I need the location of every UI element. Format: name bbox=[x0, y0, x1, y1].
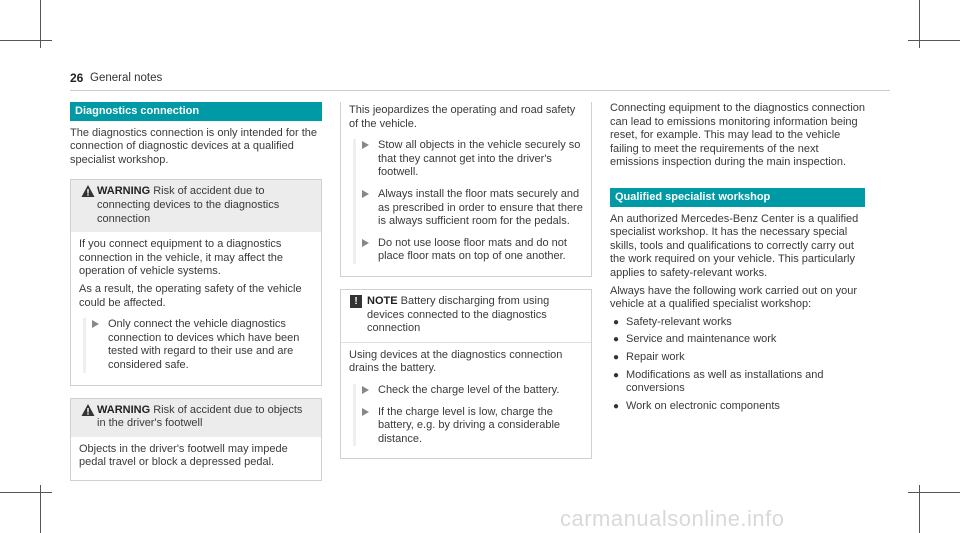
continuation-text: This jeopardizes the operating and road safety of the vehicle. bbox=[349, 104, 576, 130]
arrow-icon bbox=[92, 320, 99, 328]
step-list bbox=[353, 384, 583, 446]
crop-mark bbox=[0, 40, 52, 41]
note-text: Using devices at the diagnostics connection drains the battery. bbox=[349, 348, 563, 375]
list-item: ● Safety-relevant works bbox=[613, 315, 732, 328]
arrow-icon bbox=[362, 141, 369, 149]
exclamation-icon: ! bbox=[350, 295, 362, 308]
warning-box-footwell bbox=[70, 398, 322, 481]
column-1 bbox=[70, 102, 322, 481]
workshop-text: Always have the following work carried out on your vehicle at a qualified specialist workshop: bbox=[610, 284, 858, 311]
arrow-icon bbox=[362, 386, 369, 394]
warning-label: WARNING bbox=[97, 403, 151, 416]
watermark: carmanualsonline.info bbox=[560, 506, 785, 531]
step-item: Stow all objects in the vehicle securely so that they cannot get into the driver's footwell. bbox=[362, 139, 583, 180]
warning-heading: Risk of accident due to objects in the driver's footwell bbox=[97, 403, 303, 430]
step-list bbox=[83, 318, 313, 372]
page-number: 26 bbox=[70, 71, 84, 85]
list-item: ● Service and maintenance work bbox=[613, 333, 777, 346]
bullet-icon: ● bbox=[613, 334, 620, 346]
warning-triangle-icon bbox=[81, 184, 95, 198]
note-box-battery bbox=[340, 289, 592, 459]
workshop-list bbox=[610, 316, 865, 414]
column-2 bbox=[340, 102, 592, 459]
header-rule bbox=[70, 90, 890, 91]
diagnostics-intro: The diagnostics connection is only intended for the connection of diagnostic devices at a qualified specialist workshop. bbox=[70, 126, 318, 166]
column-3 bbox=[610, 102, 865, 417]
crop-mark bbox=[0, 492, 52, 493]
crop-mark bbox=[908, 40, 960, 41]
section-heading-diagnostics: Diagnostics connection bbox=[70, 102, 322, 121]
step-item: Do not use loose floor mats and do not place floor mats on top of one another. bbox=[362, 237, 583, 264]
note-label: NOTE bbox=[367, 294, 398, 307]
crop-mark bbox=[908, 492, 960, 493]
step-item: Only connect the vehicle diagnostics connection to devices which have been tested with regard to their use and are considered safe. bbox=[92, 318, 313, 372]
workshop-text: An authorized Mercedes-Benz Center is a qualified specialist workshop. It has the necessary special skills, tools and qualifications to correctly carry out the work required on your vehicle. This particularly applies to safety-relevant works. bbox=[610, 212, 859, 279]
closing-text: Connecting equipment to the diagnostics connection can lead to emissions monitoring information being reset, for example. This may lead to the vehicle failing to meet the requirements of the next emissions inspection during the main inspection. bbox=[610, 102, 866, 169]
step-list bbox=[353, 139, 583, 264]
warning-text: Objects in the driver's footwell may impede pedal travel or block a depressed pedal. bbox=[79, 442, 288, 469]
warning-text: If you connect equipment to a diagnostics connection in the vehicle, it may affect the operation of vehicle systems. bbox=[79, 238, 284, 278]
warning-header bbox=[71, 399, 321, 437]
arrow-icon bbox=[362, 190, 369, 198]
warning-body bbox=[71, 232, 321, 384]
arrow-icon bbox=[362, 239, 369, 247]
step-item: Always install the floor mats securely and as prescribed in order to ensure that there is always sufficient room for the pedals. bbox=[362, 188, 583, 229]
list-item: ● Work on electronic components bbox=[613, 399, 780, 412]
bullet-icon: ● bbox=[613, 369, 620, 381]
warning-body bbox=[71, 437, 321, 480]
list-item: ● Repair work bbox=[613, 350, 685, 363]
note-body bbox=[341, 342, 591, 459]
warning-header bbox=[71, 180, 321, 232]
list-item: ● Modifications as well as installations and conversions bbox=[613, 368, 824, 395]
warning-heading: Risk of accident due to connecting devices to the diagnostics connection bbox=[97, 185, 280, 225]
step-item: Check the charge level of the battery. bbox=[362, 384, 583, 398]
bullet-icon: ● bbox=[613, 400, 620, 412]
running-header: General notes bbox=[90, 72, 163, 84]
warning-label: WARNING bbox=[97, 185, 151, 198]
step-item: If the charge level is low, charge the battery, e.g. by driving a considerable distance. bbox=[362, 406, 583, 447]
warning-continuation-box bbox=[340, 102, 592, 277]
note-header bbox=[341, 290, 591, 342]
arrow-icon bbox=[362, 408, 369, 416]
warning-triangle-icon bbox=[81, 403, 95, 417]
note-heading: Battery discharging from using devices connected to the diagnostics connection bbox=[367, 294, 550, 335]
bullet-icon: ● bbox=[613, 351, 620, 363]
warning-box-devices bbox=[70, 179, 322, 385]
warning-text: As a result, the operating safety of the vehicle could be affected. bbox=[79, 282, 302, 309]
bullet-icon: ● bbox=[613, 316, 620, 328]
section-heading-workshop: Qualified specialist workshop bbox=[610, 188, 865, 207]
